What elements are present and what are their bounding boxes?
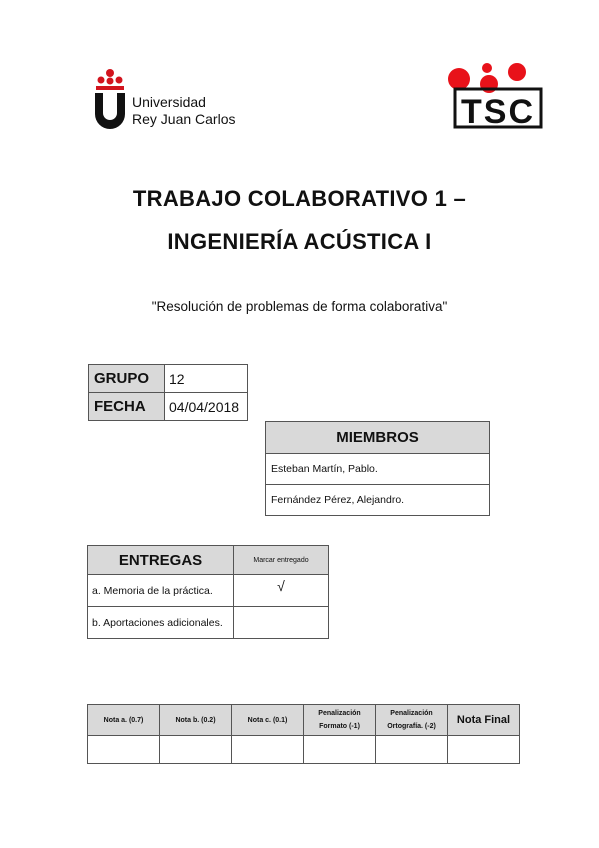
tsc-logo	[445, 62, 545, 132]
group-row	[89, 365, 248, 393]
member-name: Fernández Pérez, Alejandro.	[266, 485, 490, 516]
grade-header-c: Nota c. (0.1)	[232, 705, 304, 736]
deliveries-header: ENTREGAS	[88, 546, 234, 575]
members-table	[265, 421, 490, 516]
grade-value-final	[448, 736, 520, 764]
tsc-dot-icon	[508, 63, 526, 81]
delivery-item-label: b. Aportaciones adicionales.	[88, 607, 234, 639]
title-line-2: INGENIERÍA ACÚSTICA I	[167, 229, 432, 254]
group-value: 12	[165, 365, 248, 393]
grade-value-c	[232, 736, 304, 764]
university-line-2: Rey Juan Carlos	[132, 111, 236, 127]
date-value: 04/04/2018	[165, 393, 248, 421]
date-label: FECHA	[89, 393, 165, 421]
delivery-row	[88, 607, 329, 639]
grade-header-final: Nota Final	[448, 705, 520, 736]
members-header: MIEMBROS	[266, 422, 490, 454]
deliveries-table	[87, 545, 329, 639]
grades-table	[87, 704, 520, 764]
group-label: GRUPO	[89, 365, 165, 393]
grade-header-b: Nota b. (0.2)	[160, 705, 232, 736]
delivery-item-label: a. Memoria de la práctica.	[88, 575, 234, 607]
delivery-row	[88, 575, 329, 607]
grade-header-format-penalty: Penalización Formato (-1)	[304, 705, 376, 736]
university-name	[132, 94, 236, 128]
grade-value-format-penalty	[304, 736, 376, 764]
university-line-1: Universidad	[132, 94, 206, 110]
tsc-dot-icon	[448, 68, 470, 90]
delivery-checkmark	[234, 607, 329, 639]
grade-header-spelling-penalty: Penalización Ortografía. (-2)	[376, 705, 448, 736]
mark-delivered-header: Marcar entregado	[234, 546, 329, 575]
urjc-crown-icon	[90, 68, 130, 130]
info-table	[88, 364, 248, 421]
urjc-logo	[90, 68, 250, 130]
title-line-1: TRABAJO COLABORATIVO 1 –	[132, 186, 467, 211]
member-name: Esteban Martín, Pablo.	[266, 454, 490, 485]
tsc-text: TSC	[461, 93, 535, 131]
grade-value-a	[88, 736, 160, 764]
grade-header-a: Nota a. (0.7)	[88, 705, 160, 736]
grade-value-spelling-penalty	[376, 736, 448, 764]
grade-value-b	[160, 736, 232, 764]
date-row	[89, 393, 248, 421]
delivery-checkmark: √	[234, 575, 329, 607]
tsc-dot-icon	[482, 63, 492, 73]
subtitle: "Resolución de problemas de forma colaborativa"	[151, 299, 448, 314]
